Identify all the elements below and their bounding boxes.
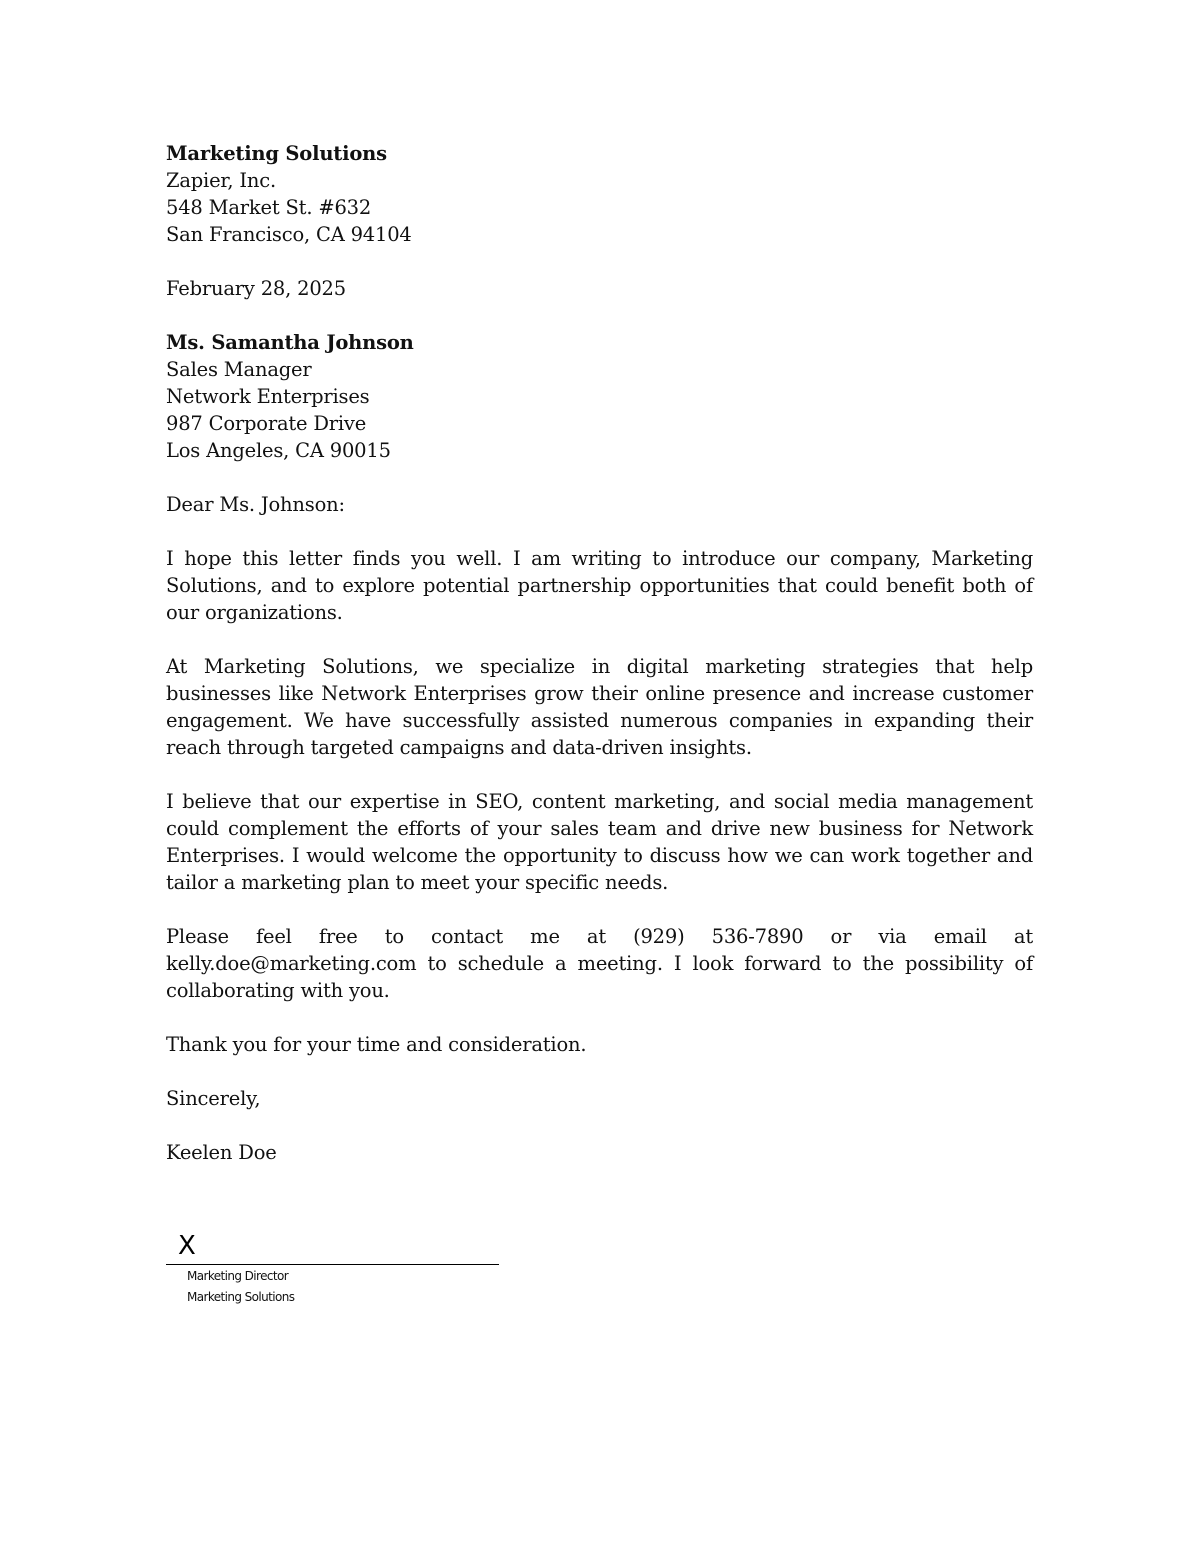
recipient-name: Ms. Samantha Johnson (166, 331, 414, 354)
spacer (166, 248, 1033, 275)
spacer (166, 626, 1033, 653)
body-paragraph-4: Please feel free to contact me at (929) 536-7890 or via email at kelly.doe@marketing.com to schedule a meeting. I look forward to the possibility of collaborating with you. (166, 925, 1033, 1002)
spacer (166, 896, 1033, 923)
thanks-line: Thank you for your time and consideration. (166, 1033, 587, 1056)
signature-rule (166, 1264, 499, 1265)
spacer (166, 761, 1033, 788)
signature-mark[interactable]: X (178, 1231, 196, 1261)
sender-company-line2: Zapier, Inc. (166, 169, 276, 192)
signer-name: Keelen Doe (166, 1141, 277, 1164)
letter-date: February 28, 2025 (166, 277, 346, 300)
recipient-title: Sales Manager (166, 358, 312, 381)
spacer (166, 1004, 1033, 1031)
signature-title: Marketing Director (187, 1269, 289, 1283)
letter-content (166, 140, 1033, 1166)
body-paragraph-2: At Marketing Solutions, we specialize in digital marketing strategies that help businesses like Network Enterprises grow their online presence and increase customer engagement. We have successfully assisted numerous companies in expanding their reach through targeted campaigns and data-driven insights. (166, 655, 1033, 759)
closing: Sincerely, (166, 1087, 261, 1110)
spacer (166, 302, 1033, 329)
spacer (166, 1058, 1033, 1085)
spacer (166, 1112, 1033, 1139)
recipient-address-block (166, 329, 1033, 464)
recipient-city-state-zip: Los Angeles, CA 90015 (166, 439, 391, 462)
signature-company: Marketing Solutions (187, 1290, 295, 1304)
signature-line-block (166, 1230, 499, 1308)
sender-address-block (166, 140, 1033, 248)
recipient-street: 987 Corporate Drive (166, 412, 367, 435)
sender-company: Marketing Solutions (166, 142, 387, 165)
recipient-company: Network Enterprises (166, 385, 370, 408)
sender-city-state-zip: San Francisco, CA 94104 (166, 223, 412, 246)
salutation: Dear Ms. Johnson: (166, 493, 345, 516)
spacer (166, 518, 1033, 545)
body-paragraph-1: I hope this letter finds you well. I am writing to introduce our company, Marketing Solutions, and to explore potential partnership opportunities that could benefit both of our organizations. (166, 547, 1033, 624)
spacer (166, 464, 1033, 491)
sender-street: 548 Market St. #632 (166, 196, 372, 219)
body-paragraph-3: I believe that our expertise in SEO, content marketing, and social media management could complement the efforts of your sales team and drive new business for Network Enterprises. I would welcome the opportunity to discuss how we can work together and tailor a marketing plan to meet your specific needs. (166, 790, 1033, 894)
signature-caption (166, 1266, 499, 1308)
